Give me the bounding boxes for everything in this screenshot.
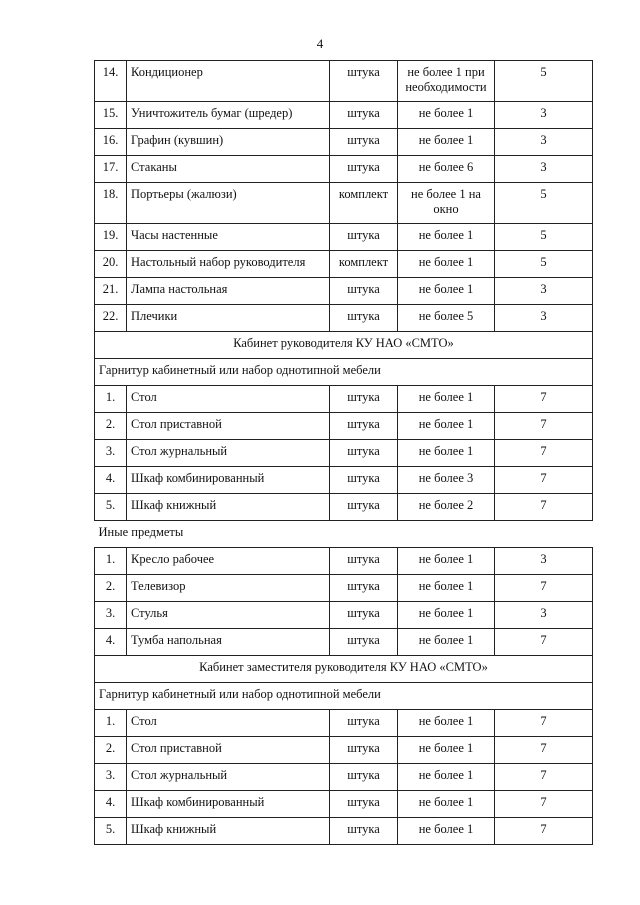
item-name: Стол журнальный	[127, 440, 330, 467]
item-number: 16.	[95, 129, 127, 156]
item-name: Шкаф книжный	[127, 494, 330, 521]
item-number: 1.	[95, 386, 127, 413]
item-name: Шкаф комбинированный	[127, 791, 330, 818]
item-unit: штука	[330, 440, 398, 467]
item-service-years: 7	[495, 629, 593, 656]
item-quantity: не более 1	[398, 575, 495, 602]
item-unit: штука	[330, 129, 398, 156]
item-name: Телевизор	[127, 575, 330, 602]
item-number: 21.	[95, 278, 127, 305]
item-unit: штука	[330, 413, 398, 440]
item-quantity: не более 1	[398, 629, 495, 656]
table-row	[95, 183, 593, 224]
item-name: Плечики	[127, 305, 330, 332]
furniture-norms-table	[94, 60, 593, 845]
item-name: Шкаф книжный	[127, 818, 330, 845]
item-quantity: не более 2	[398, 494, 495, 521]
item-name: Стол	[127, 710, 330, 737]
item-unit: штука	[330, 156, 398, 183]
table-row	[95, 629, 593, 656]
section-heading: Кабинет руководителя КУ НАО «СМТО»	[95, 332, 593, 359]
table-row	[95, 305, 593, 332]
item-unit: штука	[330, 737, 398, 764]
section-heading-row	[95, 656, 593, 683]
item-service-years: 3	[495, 278, 593, 305]
item-service-years: 7	[495, 791, 593, 818]
item-quantity: не более 1	[398, 791, 495, 818]
group-heading-row	[95, 521, 593, 548]
item-number: 4.	[95, 629, 127, 656]
item-number: 2.	[95, 737, 127, 764]
item-name: Стол приставной	[127, 737, 330, 764]
item-number: 3.	[95, 440, 127, 467]
item-name: Лампа настольная	[127, 278, 330, 305]
table-row	[95, 548, 593, 575]
item-quantity: не более 1	[398, 251, 495, 278]
item-service-years: 7	[495, 764, 593, 791]
item-name: Стаканы	[127, 156, 330, 183]
item-service-years: 3	[495, 548, 593, 575]
item-unit: комплект	[330, 251, 398, 278]
table-row	[95, 710, 593, 737]
item-service-years: 7	[495, 737, 593, 764]
item-name: Часы настенные	[127, 224, 330, 251]
item-number: 3.	[95, 602, 127, 629]
item-number: 22.	[95, 305, 127, 332]
item-name: Шкаф комбинированный	[127, 467, 330, 494]
item-name: Настольный набор руководителя	[127, 251, 330, 278]
item-unit: штука	[330, 224, 398, 251]
item-unit: штука	[330, 61, 398, 102]
item-quantity: не более 1	[398, 548, 495, 575]
group-heading-row	[95, 359, 593, 386]
item-unit: штука	[330, 629, 398, 656]
item-number: 5.	[95, 494, 127, 521]
item-service-years: 5	[495, 183, 593, 224]
item-number: 2.	[95, 413, 127, 440]
item-service-years: 7	[495, 575, 593, 602]
table-row	[95, 129, 593, 156]
table-row	[95, 467, 593, 494]
table-row	[95, 494, 593, 521]
item-name: Кондиционер	[127, 61, 330, 102]
table-row	[95, 156, 593, 183]
table-row	[95, 440, 593, 467]
item-unit: штука	[330, 467, 398, 494]
table-row	[95, 818, 593, 845]
page-number: 4	[316, 36, 324, 51]
table-row	[95, 102, 593, 129]
item-number: 4.	[95, 791, 127, 818]
item-name: Стол журнальный	[127, 764, 330, 791]
item-unit: комплект	[330, 183, 398, 224]
table-body	[95, 61, 593, 845]
item-unit: штука	[330, 548, 398, 575]
item-unit: штука	[330, 791, 398, 818]
item-name: Стулья	[127, 602, 330, 629]
item-service-years: 7	[495, 710, 593, 737]
item-unit: штука	[330, 386, 398, 413]
item-quantity: не более 1	[398, 224, 495, 251]
item-number: 19.	[95, 224, 127, 251]
item-quantity: не более 1	[398, 602, 495, 629]
item-quantity: не более 1	[398, 386, 495, 413]
item-quantity: не более 1	[398, 764, 495, 791]
item-service-years: 3	[495, 129, 593, 156]
table-row	[95, 386, 593, 413]
item-number: 14.	[95, 61, 127, 102]
item-number: 3.	[95, 764, 127, 791]
item-name: Уничтожитель бумаг (шредер)	[127, 102, 330, 129]
item-quantity: не более 1 при необходимости	[398, 61, 495, 102]
item-service-years: 7	[495, 467, 593, 494]
item-number: 17.	[95, 156, 127, 183]
item-service-years: 5	[495, 251, 593, 278]
table-row	[95, 791, 593, 818]
item-number: 1.	[95, 710, 127, 737]
item-number: 5.	[95, 818, 127, 845]
item-service-years: 7	[495, 413, 593, 440]
item-unit: штука	[330, 494, 398, 521]
item-name: Стол	[127, 386, 330, 413]
item-service-years: 3	[495, 602, 593, 629]
item-name: Кресло рабочее	[127, 548, 330, 575]
item-name: Стол приставной	[127, 413, 330, 440]
item-number: 2.	[95, 575, 127, 602]
table-row	[95, 737, 593, 764]
table-row	[95, 251, 593, 278]
item-service-years: 3	[495, 305, 593, 332]
section-heading: Кабинет заместителя руководителя КУ НАО «СМТО»	[95, 656, 593, 683]
table-row	[95, 575, 593, 602]
item-service-years: 7	[495, 386, 593, 413]
group-heading: Иные предметы	[95, 521, 593, 548]
item-name: Графин (кувшин)	[127, 129, 330, 156]
item-quantity: не более 1	[398, 413, 495, 440]
item-number: 1.	[95, 548, 127, 575]
table-row	[95, 764, 593, 791]
section-heading-row	[95, 332, 593, 359]
item-service-years: 5	[495, 61, 593, 102]
item-quantity: не более 6	[398, 156, 495, 183]
item-service-years: 7	[495, 494, 593, 521]
item-quantity: не более 1 на окно	[398, 183, 495, 224]
group-heading: Гарнитур кабинетный или набор однотипной мебели	[95, 359, 593, 386]
item-number: 20.	[95, 251, 127, 278]
group-heading-row	[95, 683, 593, 710]
item-unit: штука	[330, 818, 398, 845]
item-service-years: 7	[495, 818, 593, 845]
item-number: 4.	[95, 467, 127, 494]
item-quantity: не более 1	[398, 129, 495, 156]
item-quantity: не более 3	[398, 467, 495, 494]
item-quantity: не более 5	[398, 305, 495, 332]
item-quantity: не более 1	[398, 102, 495, 129]
item-quantity: не более 1	[398, 440, 495, 467]
item-unit: штука	[330, 278, 398, 305]
item-number: 15.	[95, 102, 127, 129]
item-service-years: 7	[495, 440, 593, 467]
table-row	[95, 61, 593, 102]
item-unit: штука	[330, 305, 398, 332]
item-unit: штука	[330, 710, 398, 737]
item-number: 18.	[95, 183, 127, 224]
item-name: Портьеры (жалюзи)	[127, 183, 330, 224]
item-quantity: не более 1	[398, 710, 495, 737]
table-row	[95, 413, 593, 440]
table-row	[95, 602, 593, 629]
item-unit: штука	[330, 764, 398, 791]
item-unit: штука	[330, 102, 398, 129]
item-quantity: не более 1	[398, 737, 495, 764]
item-quantity: не более 1	[398, 818, 495, 845]
item-unit: штука	[330, 602, 398, 629]
item-quantity: не более 1	[398, 278, 495, 305]
item-service-years: 3	[495, 102, 593, 129]
item-unit: штука	[330, 575, 398, 602]
item-service-years: 3	[495, 156, 593, 183]
table-row	[95, 224, 593, 251]
item-service-years: 5	[495, 224, 593, 251]
group-heading: Гарнитур кабинетный или набор однотипной мебели	[95, 683, 593, 710]
item-name: Тумба напольная	[127, 629, 330, 656]
table-row	[95, 278, 593, 305]
